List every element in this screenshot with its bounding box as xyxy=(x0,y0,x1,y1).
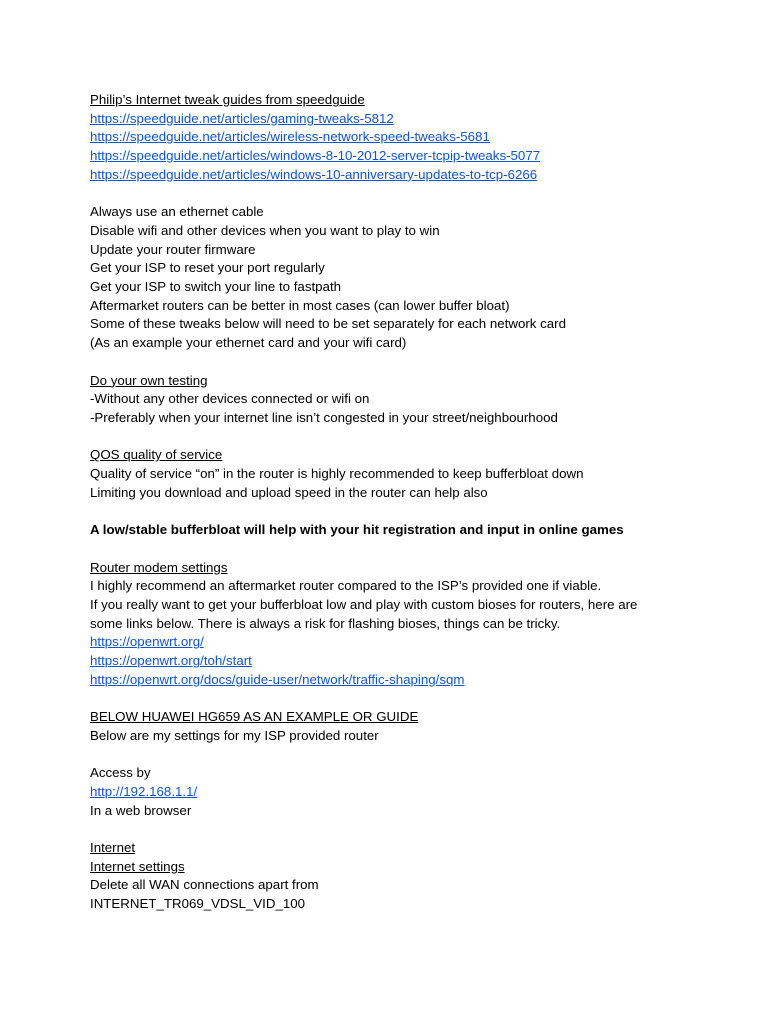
qos-heading: QOS quality of service xyxy=(90,447,223,463)
tip-line: Aftermarket routers can be better in most cases (can lower buffer bloat) xyxy=(90,297,510,313)
router-line: I highly recommend an aftermarket router compared to the ISP’s provided one if viable. xyxy=(90,578,602,594)
qos-line: Quality of service “on” in the router is highly recommended to keep bufferbloat down xyxy=(90,466,584,482)
testing-heading: Do your own testing xyxy=(90,372,208,388)
huawei-heading: BELOW HUAWEI HG659 AS AN EXAMPLE OR GUIDE xyxy=(90,709,419,725)
spacer xyxy=(90,746,730,765)
internet-line: INTERNET_TR069_VDSL_VID_100 xyxy=(90,896,306,912)
tip-line: Always use an ethernet cable xyxy=(90,204,264,220)
tip-line: Get your ISP to switch your line to fastpath xyxy=(90,279,342,295)
link-openwrt-sqm[interactable]: https://openwrt.org/docs/guide-user/network/traffic-shaping/sqm xyxy=(90,671,465,687)
bufferbloat-note: A low/stable bufferbloat will help with your hit registration and input in online games xyxy=(90,522,624,538)
link-windows-8-tweaks[interactable]: https://speedguide.net/articles/windows-8-10-2012-server-tcpip-tweaks-5077 xyxy=(90,148,541,164)
access-after: In a web browser xyxy=(90,802,192,818)
router-line: some links below. There is always a risk for flashing bioses, things can be tricky. xyxy=(90,615,561,631)
spacer xyxy=(90,428,730,447)
tip-line: (As an example your ethernet card and your wifi card) xyxy=(90,335,407,351)
tip-line: Update your router firmware xyxy=(90,241,256,257)
huawei-line: Below are my settings for my ISP provided router xyxy=(90,727,379,743)
internet-heading: Internet xyxy=(90,840,136,855)
link-openwrt-toh[interactable]: https://openwrt.org/toh/start xyxy=(90,653,252,669)
spacer xyxy=(90,820,730,839)
internet-settings-heading: Internet settings xyxy=(90,858,185,874)
spacer xyxy=(90,540,730,559)
link-gaming-tweaks[interactable]: https://speedguide.net/articles/gaming-tweaks-5812 xyxy=(90,110,394,126)
access-label: Access by xyxy=(90,765,151,781)
testing-line: -Without any other devices connected or wifi on xyxy=(90,391,370,407)
link-router-admin[interactable]: http://192.168.1.1/ xyxy=(90,783,198,799)
link-windows-10-tweaks[interactable]: https://speedguide.net/articles/windows-10-anniversary-updates-to-tcp-6266 xyxy=(90,166,538,182)
tip-line: Get your ISP to reset your port regularly xyxy=(90,260,325,276)
link-wireless-tweaks[interactable]: https://speedguide.net/articles/wireless-network-speed-tweaks-5681 xyxy=(90,129,490,145)
intro-heading: Philip’s Internet tweak guides from speedguide xyxy=(90,92,365,107)
link-openwrt[interactable]: https://openwrt.org/ xyxy=(90,634,204,650)
document-page xyxy=(90,91,730,914)
tip-line: Disable wifi and other devices when you want to play to win xyxy=(90,222,440,238)
spacer xyxy=(90,185,730,204)
qos-line: Limiting you download and upload speed in the router can help also xyxy=(90,484,488,500)
router-heading: Router modem settings xyxy=(90,559,228,575)
testing-line: -Preferably when your internet line isn’t congested in your street/neighbourhood xyxy=(90,409,558,425)
spacer xyxy=(90,353,730,372)
spacer xyxy=(90,502,730,521)
spacer xyxy=(90,689,730,708)
router-line: If you really want to get your bufferbloat low and play with custom bioses for routers, here are xyxy=(90,596,638,612)
internet-line: Delete all WAN connections apart from xyxy=(90,877,319,893)
tip-line: Some of these tweaks below will need to be set separately for each network card xyxy=(90,316,566,332)
